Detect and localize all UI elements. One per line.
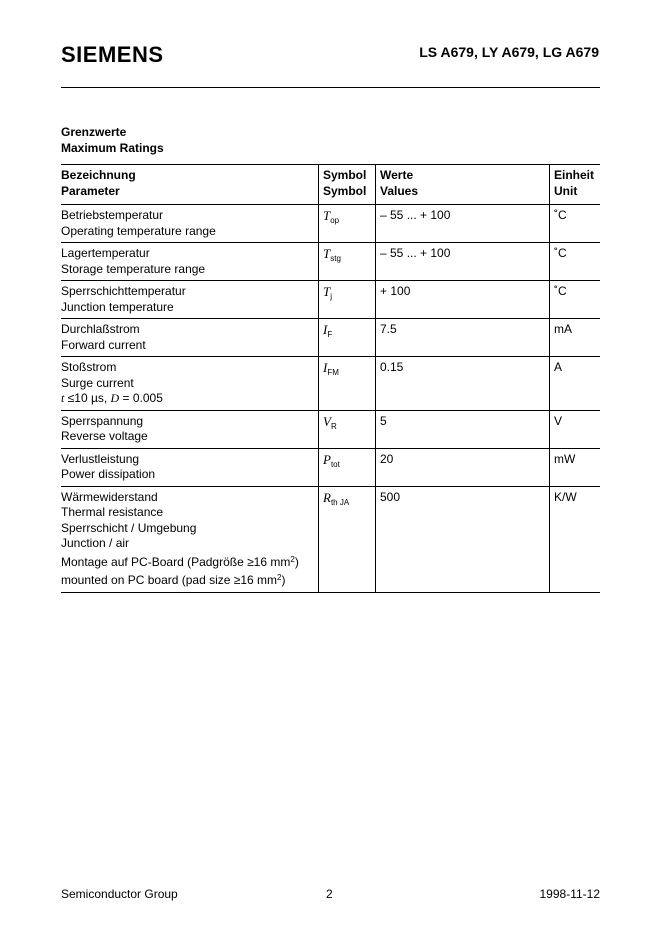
symbol-cell [319,410,376,448]
symbol-cell [319,448,376,486]
footer-date: 1998-11-12 [539,887,600,901]
value-cell: – 55 ... + 100 [376,243,550,281]
value-cell: 20 [376,448,550,486]
condition-t: t [61,391,65,405]
condition-mid: ≤10 µs, [64,391,111,405]
line5-end: ) [294,554,299,569]
param-de: Lagertemperatur [61,246,150,260]
footer-group: Semiconductor Group [61,887,178,901]
symbol-letter: T [323,246,331,261]
symbol-subscript: tot [330,459,340,469]
symbol-subscript: R [330,421,337,431]
param-en: Storage temperature range [61,261,206,276]
siemens-logo: SIEMENS [61,42,164,67]
param-line5 [61,552,315,571]
line6-end: ) [281,573,286,587]
condition-d: D [110,391,120,405]
symbol-subscript: j [330,292,333,301]
header-param-en: Parameter [61,183,120,198]
line6-superscript: 2 [277,573,282,582]
unit-cell: ˚C [550,281,601,319]
param-en: Power dissipation [61,467,156,481]
header-unit-en: Unit [554,183,578,198]
header-symbol-en: Symbol [323,183,367,198]
value-cell: – 55 ... + 100 [376,205,550,243]
symbol-subscript: stg [330,254,341,263]
symbol-cell [319,205,376,243]
header-unit-de: Einheit [554,168,595,182]
table-row [61,205,600,243]
param-en: Forward current [61,337,146,352]
param-cell [61,205,319,243]
table-row [61,357,600,411]
param-cell [61,243,319,281]
unit-cell: ˚C [550,243,601,281]
param-line3: Sperrschicht / Umgebung [61,520,197,535]
header-unit [550,165,601,205]
param-en: Surge current [61,375,134,390]
param-en: Operating temperature range [61,223,216,238]
param-de: Verlustleistung [61,451,140,466]
symbol-letter: R [323,489,331,505]
symbol-letter: P [323,451,331,467]
param-de: Wärmewiderstand [61,489,158,504]
symbol-cell [319,357,376,411]
maximum-ratings-table [61,164,600,593]
table-row [61,486,600,592]
header-divider [61,87,600,88]
line5-text: Montage auf PC-Board (Padgröße ≥16 mm [61,554,291,569]
param-en: Reverse voltage [61,429,148,443]
symbol-subscript: th JA [330,497,350,507]
param-de: Durchlaßstrom [61,322,140,336]
section-title-de: Grenzwerte [61,125,127,139]
value-cell: 500 [376,486,550,592]
condition-end: = 0.005 [119,391,163,405]
param-cell [61,319,319,357]
symbol-letter: T [323,284,331,299]
header-param-de: Bezeichnung [61,168,136,182]
param-cell [61,410,319,448]
unit-cell: mA [550,319,601,357]
table-row [61,281,600,319]
value-cell: 7.5 [376,319,550,357]
param-cell [61,448,319,486]
param-cell [61,281,319,319]
header-value-de: Werte [380,168,414,182]
param-en: Junction temperature [61,299,174,314]
symbol-cell [319,486,376,592]
param-en: Thermal resistance [61,505,164,519]
symbol-subscript: F [327,330,333,339]
table-row [61,319,600,357]
param-de: Sperrspannung [61,413,144,428]
unit-cell: mW [550,448,601,486]
section-title [61,124,164,156]
symbol-letter: T [323,208,331,223]
document-title: LS A679, LY A679, LG A679 [419,44,599,60]
param-cell [61,357,319,411]
symbol-cell [319,281,376,319]
header-value-en: Values [380,183,419,198]
unit-cell: V [550,410,601,448]
param-de: Betriebstemperatur [61,208,164,222]
table-row [61,448,600,486]
param-condition [61,391,315,407]
table-header-row [61,165,600,205]
symbol-letter: V [323,413,331,429]
value-cell: 0.15 [376,357,550,411]
symbol-subscript: op [330,216,340,225]
symbol-cell [319,243,376,281]
line5-superscript: 2 [290,554,295,564]
table-row [61,243,600,281]
symbol-letter: I [323,322,328,337]
param-de: Stoßstrom [61,360,117,374]
header-parameter [61,165,319,205]
symbol-cell [319,319,376,357]
section-title-en: Maximum Ratings [61,141,164,155]
symbol-letter: I [323,360,328,375]
param-cell [61,486,319,592]
table-row [61,410,600,448]
footer-page-number: 2 [326,887,333,901]
unit-cell: A [550,357,601,411]
value-cell: 5 [376,410,550,448]
header-values [376,165,550,205]
header-symbol-de: Symbol [323,168,367,182]
unit-cell: ˚C [550,205,601,243]
symbol-subscript: FM [327,368,339,377]
value-cell: + 100 [376,281,550,319]
param-line6 [61,570,315,589]
line6-text: mounted on PC board (pad size ≥16 mm [61,573,278,587]
header-symbol [319,165,376,205]
param-de: Sperrschichttemperatur [61,284,186,298]
param-line4: Junction / air [61,536,130,550]
unit-cell: K/W [550,486,601,592]
